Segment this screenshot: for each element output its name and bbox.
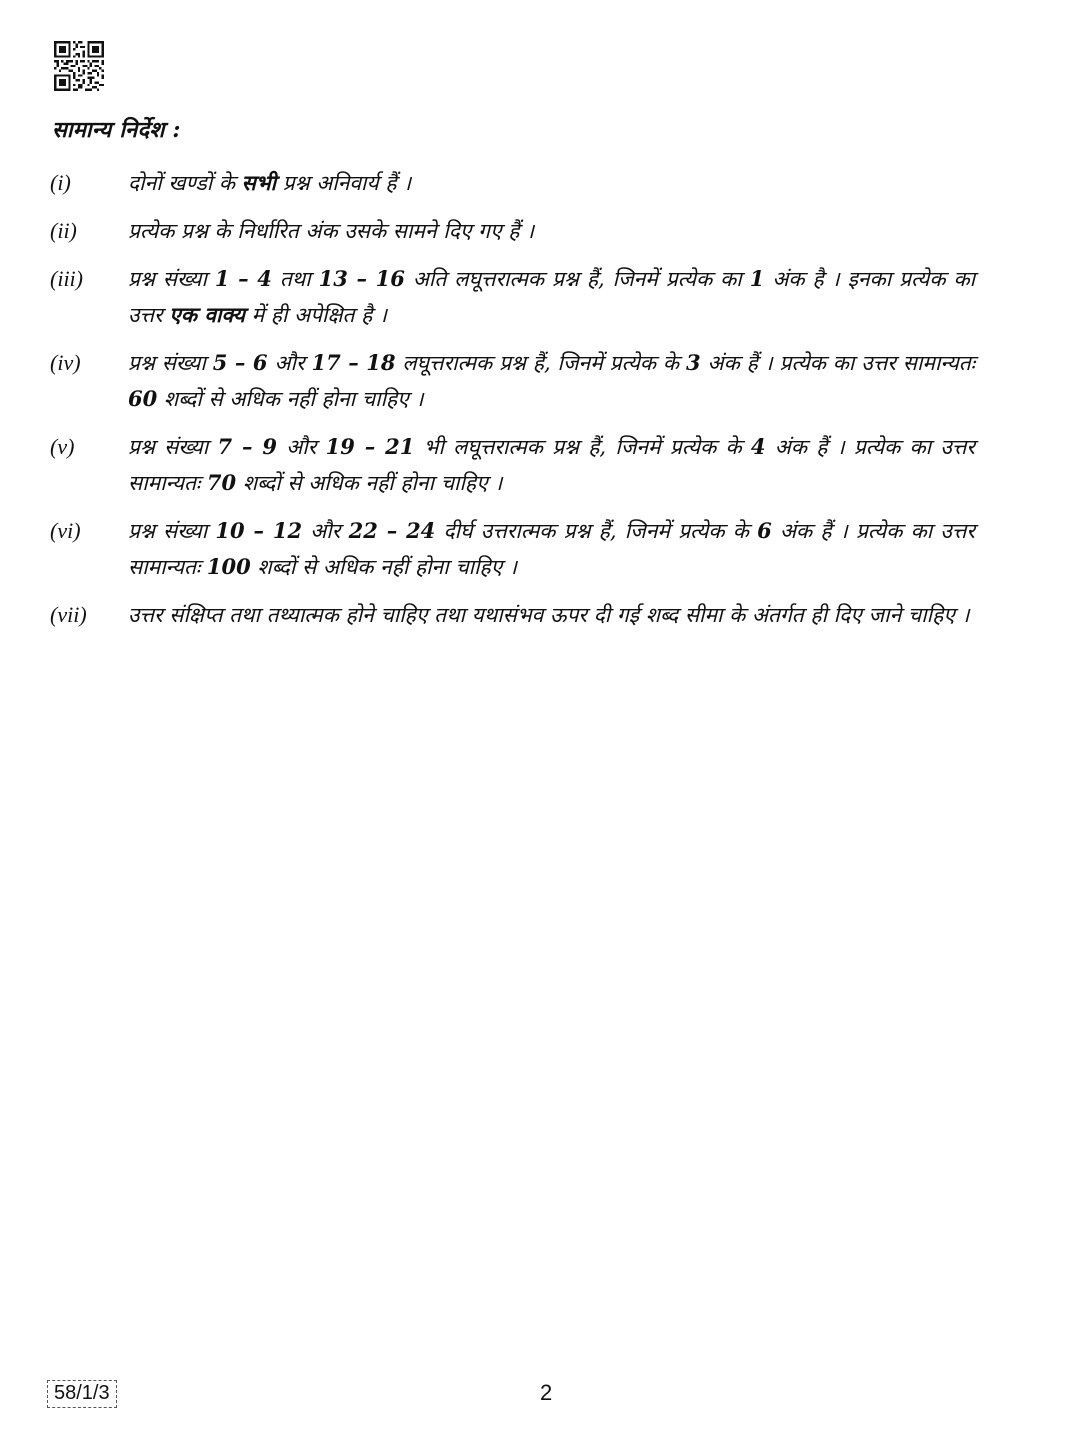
instruction-text-run: दीर्घ उत्तरात्मक प्रश्न हैं, जिनमें प्रत्येक के — [435, 519, 758, 543]
instruction-emphasis: 1 – 4 — [214, 266, 272, 291]
instruction-emphasis: 6 — [757, 518, 772, 543]
instruction-text-run: और — [277, 435, 326, 459]
instructions-list — [50, 165, 975, 645]
instruction-text-run: और — [267, 351, 312, 375]
instruction-emphasis: 7 – 9 — [217, 434, 277, 459]
instruction-text-run: शब्दों से अधिक नहीं होना चाहिए । — [236, 471, 503, 495]
instruction-emphasis: 60 — [128, 386, 158, 411]
instruction-number: (iv) — [50, 350, 81, 375]
instruction-text-run: और — [302, 519, 349, 543]
instruction-text — [128, 513, 975, 585]
instruction-number: (vi) — [50, 518, 81, 543]
instruction-item — [50, 261, 975, 333]
instruction-text-run: में ही अपेक्षित है । — [244, 303, 387, 327]
instruction-emphasis: 19 – 21 — [325, 434, 415, 459]
instruction-text-run: अति लघूत्तरात्मक प्रश्न हैं, जिनमें प्रत्येक का — [404, 267, 750, 291]
instruction-emphasis: 1 — [749, 266, 765, 291]
instruction-item — [50, 213, 975, 249]
instruction-text-run: प्रश्न संख्या — [128, 435, 218, 459]
instruction-text-run: प्रश्न संख्या — [128, 519, 216, 543]
instruction-emphasis: 22 – 24 — [348, 518, 436, 543]
instruction-emphasis: 4 — [750, 434, 766, 459]
instruction-item — [50, 597, 975, 633]
instruction-emphasis: 70 — [206, 470, 237, 495]
instruction-text-run: अंक हैं । प्रत्येक का उत्तर सामान्यतः — [128, 519, 975, 579]
instruction-text-run: प्रश्न संख्या — [128, 351, 213, 375]
instruction-text — [128, 261, 975, 333]
instruction-text-run: प्रश्न संख्या — [128, 267, 215, 291]
instruction-text-run: प्रत्येक प्रश्न के निर्धारित अंक उसके सामने दिए गए हैं । — [128, 219, 535, 243]
instructions-heading: सामान्य निर्देश : — [52, 117, 181, 143]
instruction-number: (vii) — [50, 602, 87, 627]
instruction-emphasis: 10 – 12 — [215, 518, 303, 543]
instruction-text — [128, 345, 975, 417]
instruction-number: (i) — [50, 170, 71, 195]
instruction-text — [128, 213, 975, 249]
instruction-item — [50, 345, 975, 417]
instruction-emphasis: 5 – 6 — [212, 350, 268, 375]
instruction-text-run: दोनों खण्डों के — [128, 171, 242, 195]
instruction-text — [128, 429, 975, 501]
instruction-text-run: लघूत्तरात्मक प्रश्न हैं, जिनमें प्रत्येक के — [395, 351, 686, 375]
instruction-text-run: शब्दों से अधिक नहीं होना चाहिए । — [157, 387, 424, 411]
qr-code-icon — [53, 41, 105, 91]
instruction-text-run: तथा — [271, 267, 319, 291]
page-number: 2 — [540, 1380, 553, 1405]
instruction-text — [128, 597, 975, 633]
instruction-text-run: उत्तर संक्षिप्त तथा तथ्यात्मक होने चाहिए तथा यथासंभव ऊपर दी गई शब्द सीमा के अंतर्गत ही दिए जाने चाहिए । — [128, 603, 970, 627]
instruction-item — [50, 165, 975, 201]
instruction-emphasis: सभी — [241, 170, 277, 195]
instruction-emphasis: 100 — [206, 554, 251, 579]
instruction-text-run: अंक हैं । प्रत्येक का उत्तर सामान्यतः — [128, 435, 975, 495]
instruction-emphasis: एक वाक्य — [169, 302, 245, 327]
instruction-number: (ii) — [50, 218, 77, 243]
instruction-item — [50, 429, 975, 501]
instruction-text-run: प्रश्न अनिवार्य हैं । — [276, 171, 412, 195]
instruction-number: (iii) — [50, 266, 83, 291]
instruction-item — [50, 513, 975, 585]
instruction-number: (v) — [50, 434, 75, 459]
instruction-emphasis: 13 – 16 — [318, 266, 405, 291]
instruction-text-run: अंक है । इनका प्रत्येक का उत्तर — [128, 267, 976, 327]
instruction-text-run: शब्दों से अधिक नहीं होना चाहिए । — [250, 555, 517, 579]
paper-code: 58/1/3 — [47, 1380, 117, 1408]
instruction-emphasis: 3 — [685, 350, 701, 375]
instruction-text-run: भी लघूत्तरात्मक प्रश्न हैं, जिनमें प्रत्येक के — [414, 435, 751, 459]
instruction-emphasis: 17 – 18 — [311, 350, 396, 375]
instruction-text — [128, 165, 975, 201]
instruction-text-run: अंक हैं । प्रत्येक का उत्तर सामान्यतः — [700, 351, 975, 375]
